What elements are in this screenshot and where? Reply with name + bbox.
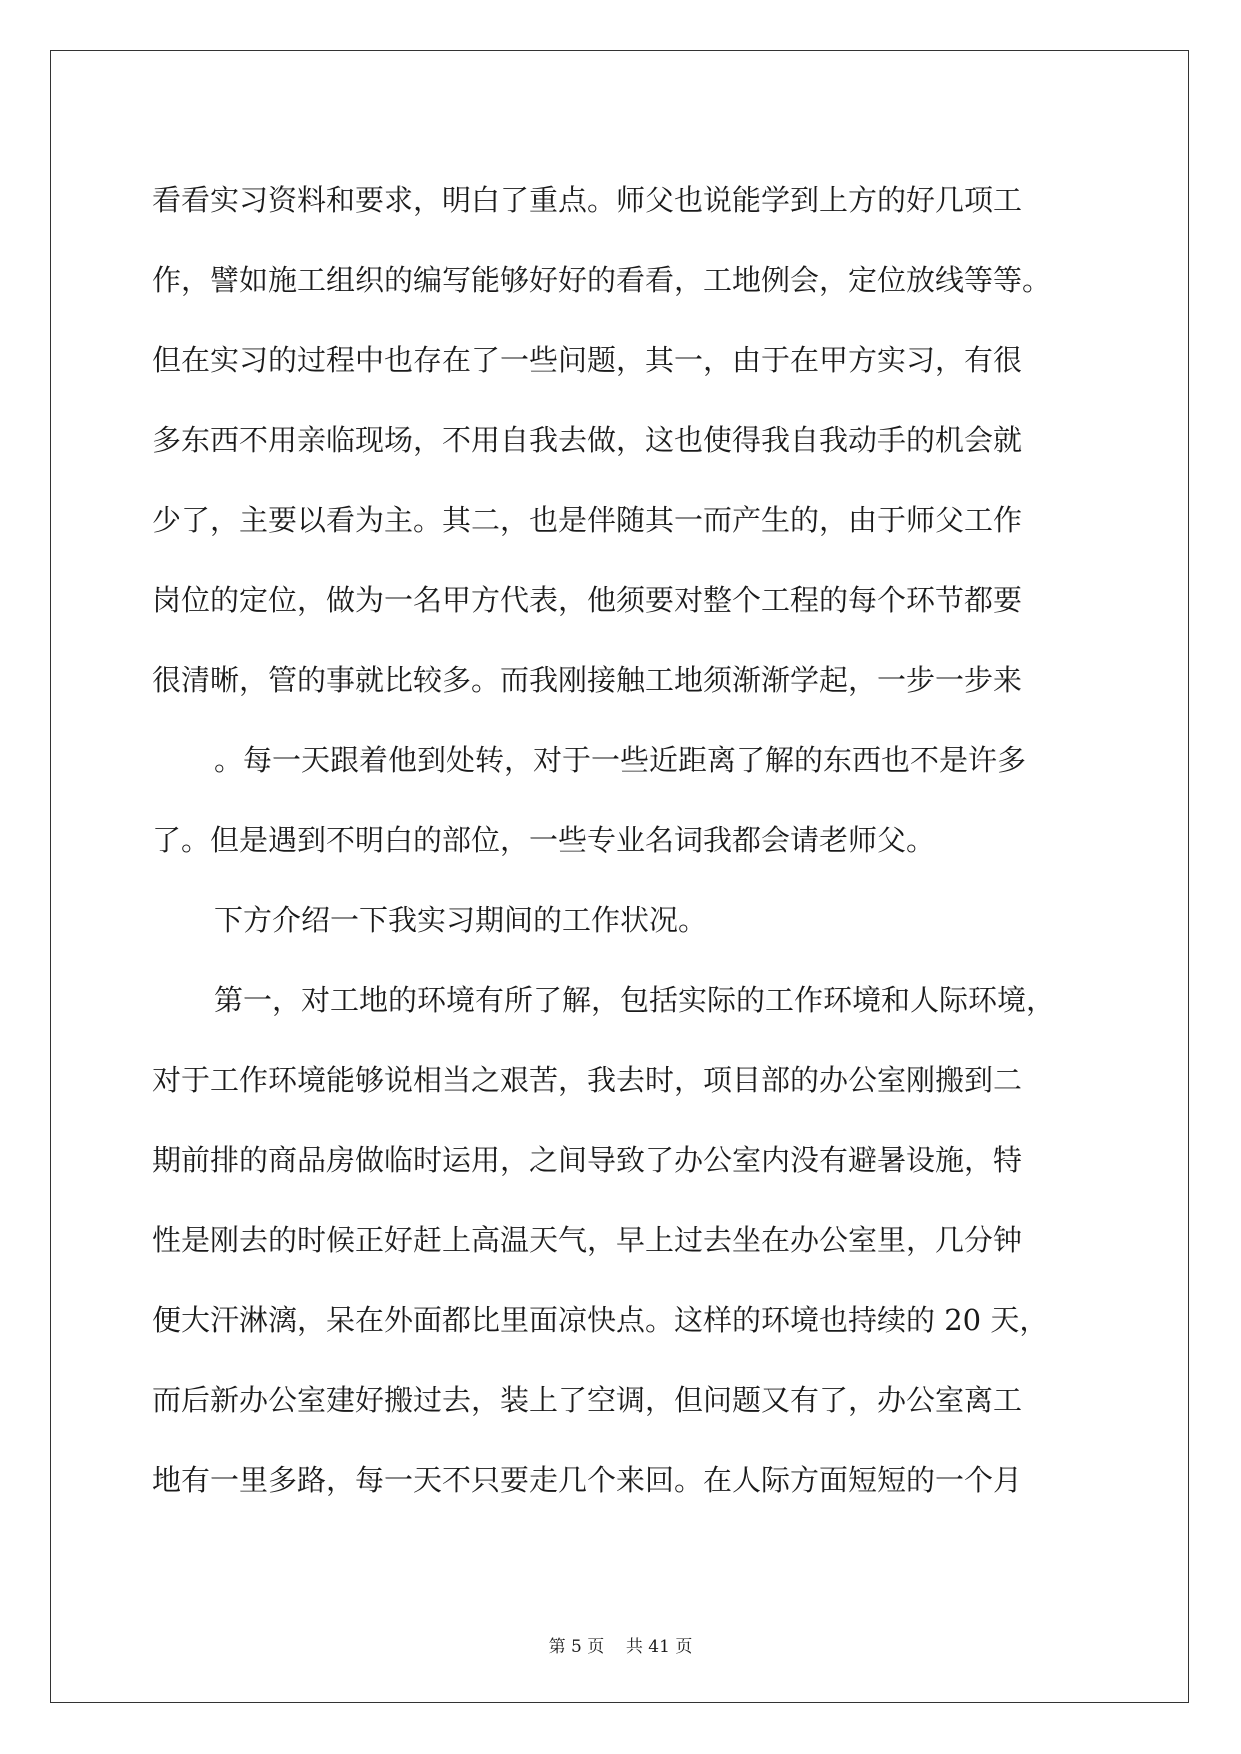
paragraph-line: 期前排的商品房做临时运用，之间导致了办公室内没有避暑设施，特	[152, 1143, 1023, 1177]
paragraph-line: 性是刚去的时候正好赶上高温天气，早上过去坐在办公室里，几分钟	[152, 1223, 1023, 1257]
document-body	[152, 160, 1092, 1520]
paragraph-line: 多东西不用亲临现场，不用自我去做，这也使得我自我动手的机会就	[152, 423, 1023, 457]
paragraph-line: 看看实习资料和要求，明白了重点。师父也说能学到上方的好几项工	[152, 183, 1023, 217]
paragraph-line: 作，譬如施工组织的编写能够好好的看看，工地例会，定位放线等等。	[152, 263, 1052, 297]
paragraph-line: 少了，主要以看为主。其二，也是伴随其一而产生的，由于师父工作	[152, 503, 1023, 537]
paragraph-line: 而后新办公室建好搬过去，装上了空调，但问题又有了，办公室离工	[152, 1383, 1023, 1417]
paragraph-line: 便大汗淋漓，呆在外面都比里面凉快点。这样的环境也持续的 20 天，	[152, 1303, 1049, 1337]
page-number-footer: 第 5 页 共 41 页	[548, 1637, 693, 1657]
paragraph-line: 岗位的定位，做为一名甲方代表，他须要对整个工程的每个环节都要	[152, 583, 1023, 617]
paragraph-line: 很清晰，管的事就比较多。而我刚接触工地须渐渐学起，一步一步来	[152, 663, 1023, 697]
paragraph-line: 了。但是遇到不明白的部位，一些专业名词我都会请老师父。	[152, 823, 936, 857]
paragraph-line: 第一，对工地的环境有所了解，包括实际的工作环境和人际环境，	[214, 983, 1056, 1017]
paragraph-line: 但在实习的过程中也存在了一些问题，其一，由于在甲方实习，有很	[152, 343, 1023, 377]
paragraph-line: 对于工作环境能够说相当之艰苦，我去时，项目部的办公室刚搬到二	[152, 1063, 1023, 1097]
paragraph-line: 地有一里多路，每一天不只要走几个来回。在人际方面短短的一个月	[152, 1463, 1023, 1497]
paragraph-line: 下方介绍一下我实习期间的工作状况。	[214, 903, 708, 937]
paragraph-line: 。每一天跟着他到处转，对于一些近距离了解的东西也不是许多	[214, 743, 1027, 777]
